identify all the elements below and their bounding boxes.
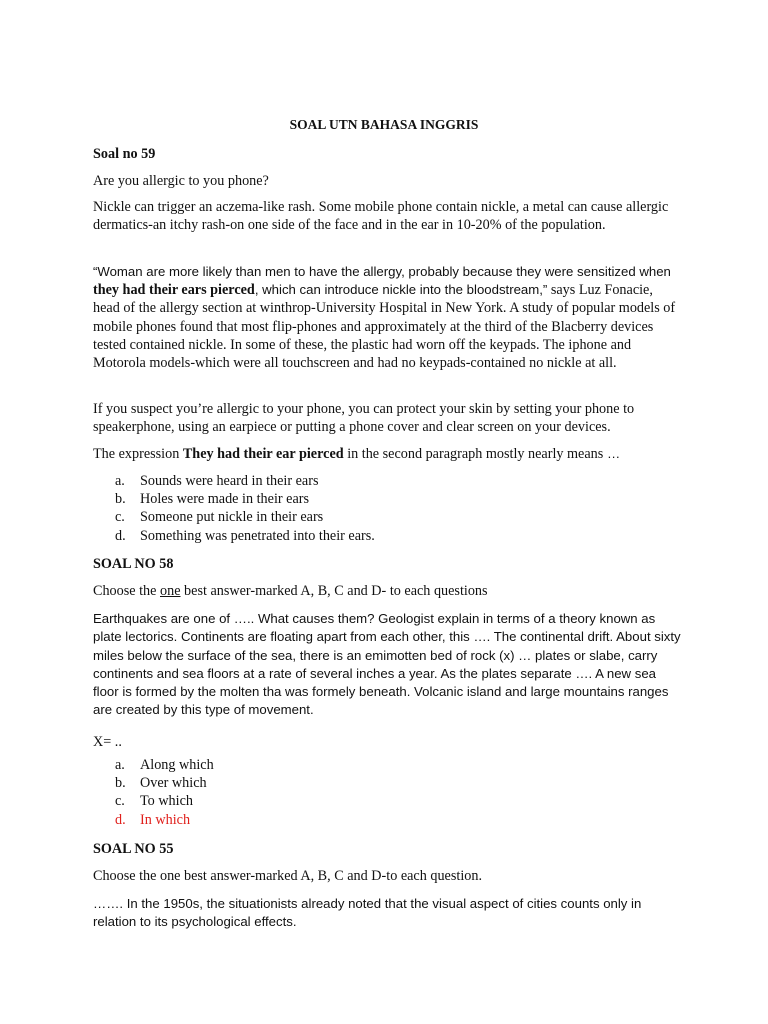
option-text: Along which bbox=[140, 757, 214, 773]
q58-instruction bbox=[93, 582, 693, 600]
q59-option-c bbox=[115, 508, 675, 526]
q58-heading: SOAL NO 58 bbox=[93, 556, 174, 572]
q58-x-label: X= .. bbox=[93, 734, 122, 750]
q59-paragraph-3: If you suspect you’re allergic to your phone, you can protect your skin by setting your phone to speakerphone, using an earpiece or putting a phone cover and clear screen on your devices. bbox=[93, 401, 635, 436]
q59-prompt bbox=[93, 445, 713, 463]
q55-heading: SOAL NO 55 bbox=[93, 841, 174, 857]
q58-passage: Earthquakes are one of ….. What causes them? Geologist explain in terms of a theory known as plate lectorics. Continents are floating apart from each other, this …. The continental drift. About sixty miles below the surface of the sea, there is an emimotten bed of rock (x) … plates or slabe, carry continents and sea floors at a rate of several inches a year. As the plates separate …. A new sea floor is formed by the molten tha was formely beneath. Volcanic island and large mountains ranges are created by this type of movement. bbox=[93, 611, 681, 718]
option-letter: b. bbox=[115, 491, 126, 508]
q59-options bbox=[115, 472, 675, 545]
q58-option-b bbox=[115, 774, 675, 792]
q59-heading: Soal no 59 bbox=[93, 146, 156, 162]
option-text: Holes were made in their ears bbox=[140, 491, 309, 508]
q59-prompt-text-b: in the second paragraph mostly nearly means bbox=[343, 446, 604, 462]
q59-p2-text-c: says Luz Fonacie, head of the allergy section at winthrop-University Hospital in New York. A study of popular models of mobile phones found that most flip-phones and approximately at the third of the Blacberry devices tested contained nickle. In some of these, the plastic had worn off the keypads. The iphone and Motorola models-which were all touchscreen and had no keypads-contained no nickle at all. bbox=[93, 282, 676, 372]
q59-p2-text-b: , which can introduce nickle into the bloodstream,” bbox=[254, 282, 548, 298]
option-letter: c. bbox=[115, 509, 125, 526]
option-letter: b. bbox=[115, 775, 126, 792]
q59-option-b bbox=[115, 490, 675, 508]
q59-question: Are you allergic to you phone? bbox=[93, 173, 269, 189]
q59-p2-text-a: “Woman are more likely than men to have the allergy, probably because they were sensitized when bbox=[93, 264, 671, 279]
q58-instr-text-a: Choose the bbox=[93, 583, 160, 599]
option-letter: d. bbox=[115, 811, 126, 828]
q59-option-a bbox=[115, 472, 675, 490]
q58-instr-underline: one bbox=[160, 583, 181, 599]
q59-prompt-bold: They had their ear pierced bbox=[182, 446, 344, 462]
q59-paragraph-1: Nickle can trigger an aczema-like rash. Some mobile phone contain nickle, a metal can cause allergic dermatics-an itchy rash-on one side of the face and in the ear in 10-20% of the population. bbox=[93, 199, 669, 234]
q58-instr-text-b: best answer-marked A, B, C and D- to each questions bbox=[180, 583, 488, 599]
option-text: In which bbox=[140, 811, 191, 828]
option-text: Over which bbox=[140, 775, 207, 792]
q58-option-d-answer bbox=[115, 811, 675, 829]
option-text: Someone put nickle in their ears bbox=[140, 509, 324, 526]
option-text: Something was penetrated into their ears. bbox=[140, 527, 375, 544]
q58-option-a bbox=[115, 756, 675, 774]
q59-paragraph-2 bbox=[93, 263, 683, 372]
option-text: Sounds were heard in their ears bbox=[140, 473, 319, 489]
q55-passage: ……. In the 1950s, the situationists already noted that the visual aspect of cities counts only in relation to its psychological effects. bbox=[93, 896, 642, 930]
option-letter: a. bbox=[115, 473, 125, 489]
q55-instruction: Choose the one best answer-marked A, B, C and D-to each question. bbox=[93, 868, 482, 884]
option-letter: c. bbox=[115, 793, 125, 810]
q59-prompt-text-a: The expression bbox=[93, 446, 183, 462]
option-letter: d. bbox=[115, 527, 126, 544]
q58-options bbox=[115, 756, 675, 829]
q58-option-c bbox=[115, 792, 675, 810]
option-letter: a. bbox=[115, 757, 125, 773]
q59-p2-bold: they had their ears pierced bbox=[93, 282, 255, 299]
q59-option-d bbox=[115, 527, 675, 545]
page-title: SOAL UTN BAHASA INGGRIS bbox=[289, 117, 479, 132]
q59-prompt-dots: … bbox=[603, 446, 621, 461]
option-text: To which bbox=[140, 793, 193, 810]
